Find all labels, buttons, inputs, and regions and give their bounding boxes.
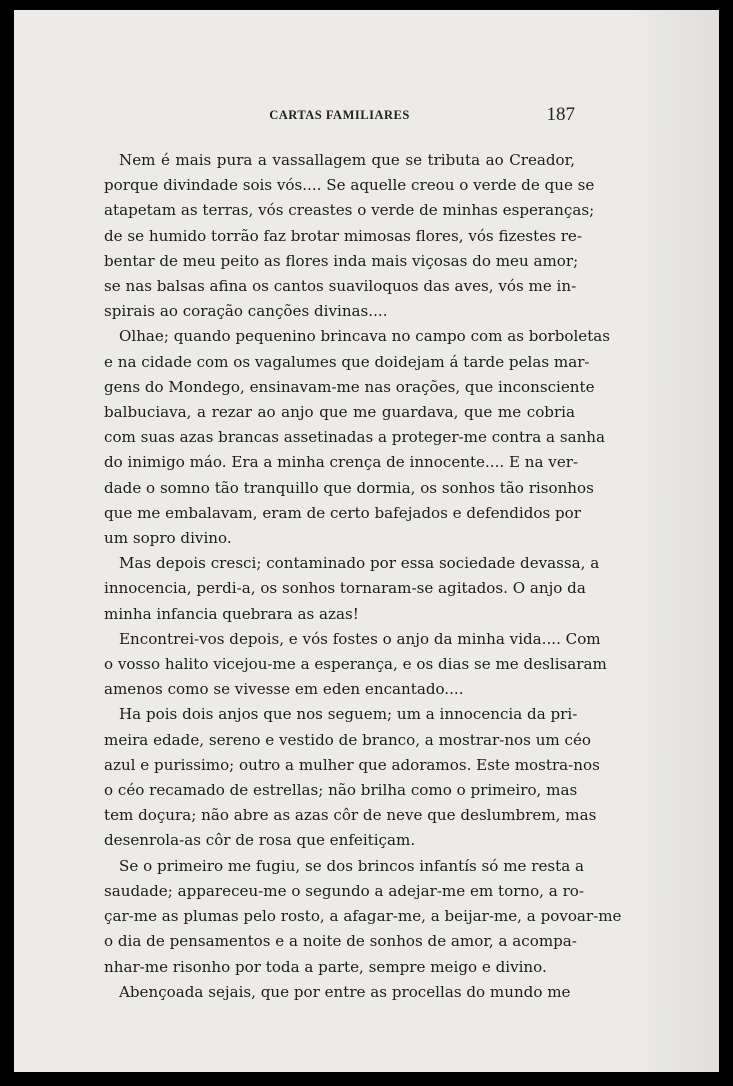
text-line: de se humido torrão faz brotar mimosas flores, vós fizestes re- [104,226,582,245]
paragraph [104,148,595,324]
paragraph [104,702,600,853]
text-line: bentar de meu peito as flores inda mais viçosas do meu amor; [104,251,579,270]
text-line: saudade; appareceu-me o segundo a adejar-me em torno, a ro- [104,881,584,900]
text-line: com suas azas brancas assetinadas a proteger-me contra a sanha [104,428,606,447]
text-line: spirais ao coração canções divinas.... [104,302,388,321]
text-line: o dia de pensamentos e a noite de sonhos de amor, a acompa- [104,932,577,951]
text-line: meira edade, sereno e vestido de branco, a mostrar-nos um céo [104,730,591,749]
text-line: çar-me as plumas pelo rosto, a afagar-me, a beijar-me, a povoar-me [104,907,622,926]
paragraph [104,551,600,627]
text-line: Se o primeiro me fugiu, se dos brincos infantís só me resta a [119,856,584,875]
running-title: CARTAS FAMILIARES [269,108,410,122]
text-line: Nem é mais pura a vassallagem que se tributa ao Creador, [119,151,575,169]
text-line: gens do Mondego, ensinavam-me nas orações, que inconsciente [104,377,595,396]
paragraph [104,854,622,980]
text-line: um sopro divino. [104,529,232,548]
text-line: porque divindade sois vós.... Se aquelle creou o verde de que se [104,176,595,195]
text-line: atapetam as terras, vós creastes o verde de minhas esperanças; [104,201,595,220]
text-line: nhar-me risonho por toda a parte, sempre meigo e divino. [104,957,547,976]
text-line: innocencia, perdi-a, os sonhos tornaram-se agitados. O anjo da [104,579,586,598]
text-line: tem doçura; não abre as azas côr de neve que deslumbrem, mas [104,806,597,825]
text-line: Ha pois dois anjos que nos seguem; um a innocencia da pri- [119,705,578,724]
text-line: amenos como se vivesse em eden encantado.... [104,680,464,699]
text-line: minha infancia quebrara as azas! [104,604,359,623]
page-header [104,104,575,126]
page-number: 187 [546,104,575,125]
text-line: se nas balsas afina os cantos suaviloquos das aves, vós me in- [104,277,577,296]
paragraph [104,980,575,1005]
text-line: do inimigo máo. Era a minha crença de innocente.... E na ver- [104,453,579,472]
text-line: desenrola-as côr de rosa que enfeitiçam. [104,831,416,850]
paragraph [104,324,611,551]
text-line: o vosso halito vicejou-me a esperança, e os dias se me deslisaram [104,655,607,674]
text-line: Mas depois cresci; contaminado por essa sociedade devassa, a [119,554,600,573]
text-line: azul e purissimo; outro a mulher que adoramos. Este mostra-nos [104,755,600,774]
body-text [104,148,622,1005]
text-line: que me embalavam, eram de certo bafejados e defendidos por [104,503,581,522]
text-line: o céo recamado de estrellas; não brilha como o primeiro, mas [104,781,578,800]
book-page [14,10,719,1072]
text-line: Abençoada sejais, que por entre as procellas do mundo me [119,982,571,1001]
text-line: dade o somno tão tranquillo que dormia, os sonhos tão risonhos [104,478,594,497]
text-line: e na cidade com os vagalumes que doidejam á tarde pelas mar- [104,352,590,371]
text-line: Olhae; quando pequenino brincava no campo com as borboletas [119,327,611,346]
paragraph [104,627,607,703]
text-line: balbuciava, a rezar ao anjo que me guardava, que me cobria [104,403,575,422]
text-line: Encontrei-vos depois, e vós fostes o anjo da minha vida.... Com [119,629,601,648]
